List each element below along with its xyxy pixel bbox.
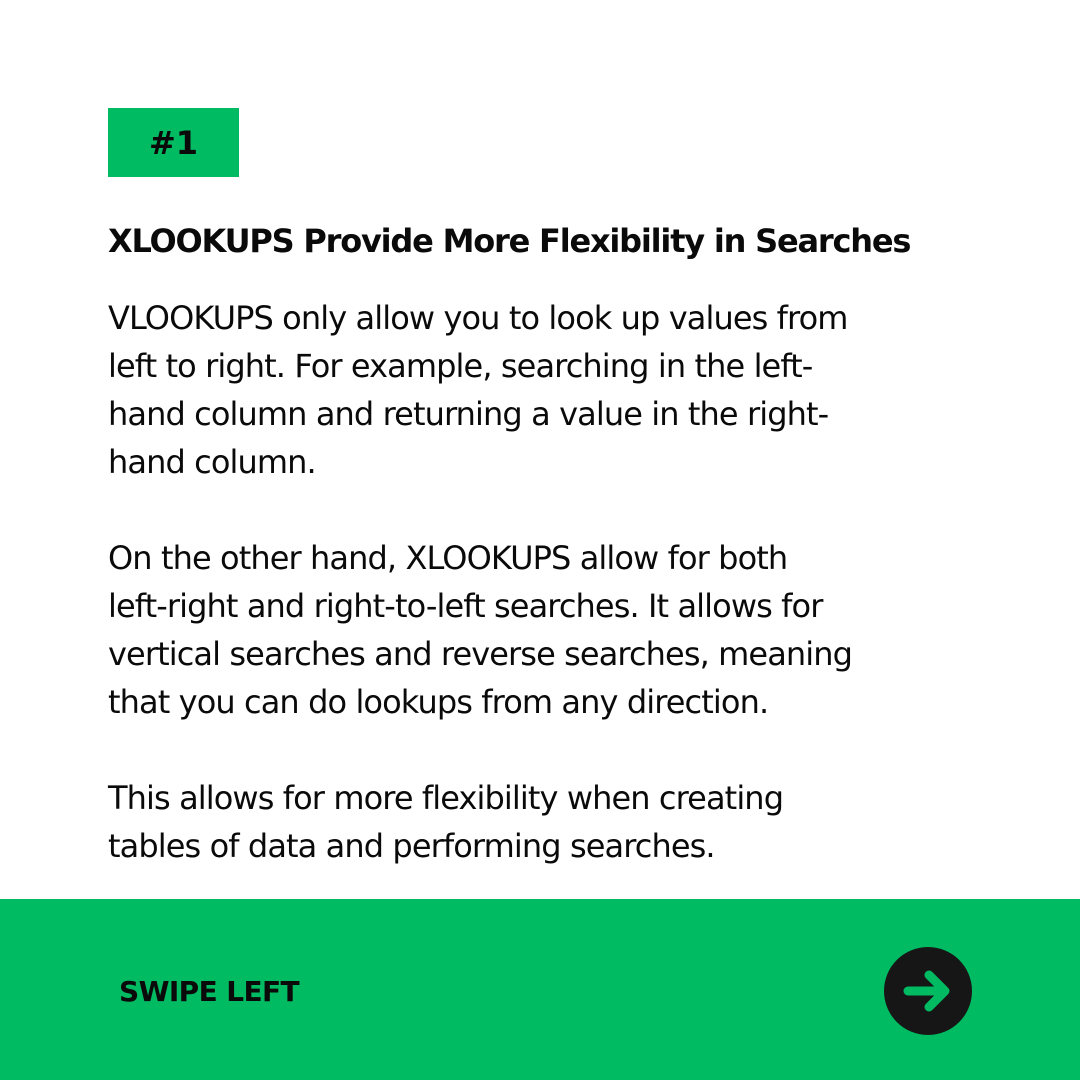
next-slide-button[interactable] bbox=[884, 947, 972, 1035]
paragraph-line: vertical searches and reverse searches, meaning bbox=[108, 635, 853, 673]
slide-number-label: #1 bbox=[148, 123, 199, 162]
paragraph-conclusion bbox=[108, 774, 988, 870]
slide-heading: XLOOKUPS Provide More Flexibility in Searches bbox=[108, 222, 911, 260]
paragraph-line: This allows for more flexibility when creating bbox=[108, 779, 784, 817]
paragraph-line: On the other hand, XLOOKUPS allow for both bbox=[108, 539, 788, 577]
paragraph-line: that you can do lookups from any direction. bbox=[108, 683, 769, 721]
paragraph-line: left to right. For example, searching in the left- bbox=[108, 347, 813, 385]
slide-body bbox=[108, 294, 988, 918]
arrow-right-icon bbox=[900, 963, 956, 1019]
swipe-left-label: SWIPE LEFT bbox=[119, 975, 300, 1008]
paragraph-vlookup bbox=[108, 294, 988, 486]
slide-number-badge bbox=[108, 108, 239, 177]
paragraph-line: left-right and right-to-left searches. It allows for bbox=[108, 587, 823, 625]
paragraph-line: hand column. bbox=[108, 443, 316, 481]
paragraph-xlookup bbox=[108, 534, 988, 726]
paragraph-line: tables of data and performing searches. bbox=[108, 827, 715, 865]
paragraph-line: VLOOKUPS only allow you to look up values from bbox=[108, 299, 848, 337]
paragraph-line: hand column and returning a value in the right- bbox=[108, 395, 829, 433]
